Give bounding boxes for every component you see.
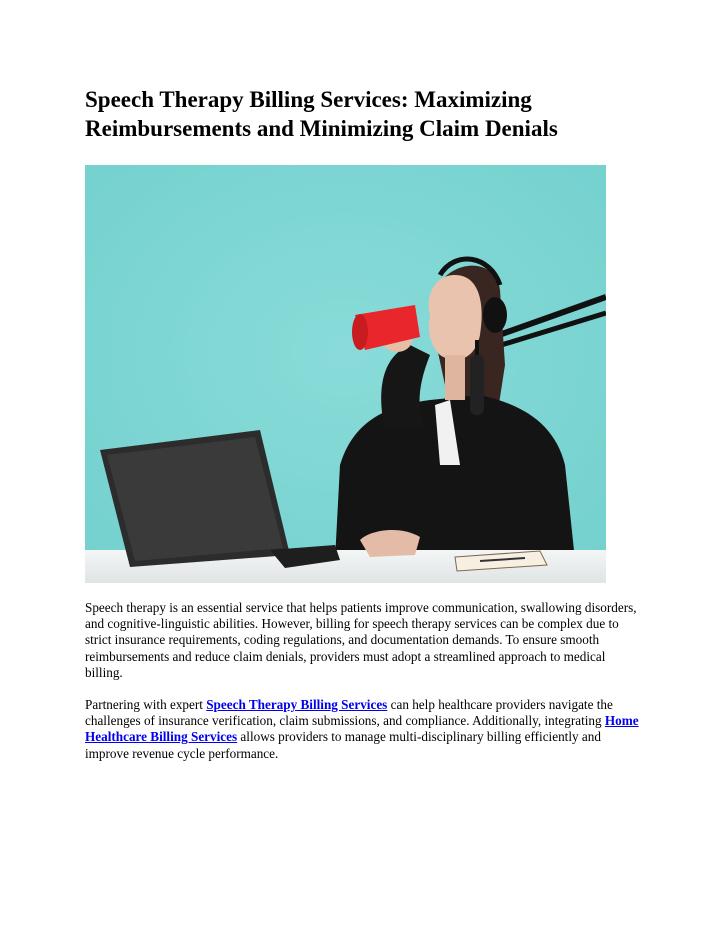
intro-paragraph: Speech therapy is an essential service that helps patients improve communication, swallowing disorders, and cognitive-linguistic abilities. However, billing for speech therapy services can be complex due to strict insurance requirements, coding regulations, and documentation demands. To ensure smooth reimbursements and reduce claim denials, providers must adopt a streamlined approach to medical billing. — [85, 600, 637, 680]
hero-image — [85, 165, 606, 583]
services-paragraph — [85, 697, 640, 762]
page-title: Speech Therapy Billing Services: Maximizing Reimbursements and Minimizing Claim Denials — [85, 87, 558, 141]
text-segment: allows providers to manage multi-disciplinary billing efficiently and improve revenue cycle performance. — [85, 729, 601, 761]
home-healthcare-billing-link[interactable]: Home Healthcare Billing Services — [85, 713, 639, 745]
speech-therapy-billing-link[interactable]: Speech Therapy Billing Services — [206, 697, 388, 712]
text-segment: can help healthcare providers navigate the challenges of insurance verification, claim submissions, and compliance. Additionally, integrating — [85, 697, 613, 729]
text-segment: Partnering with expert — [85, 697, 207, 712]
